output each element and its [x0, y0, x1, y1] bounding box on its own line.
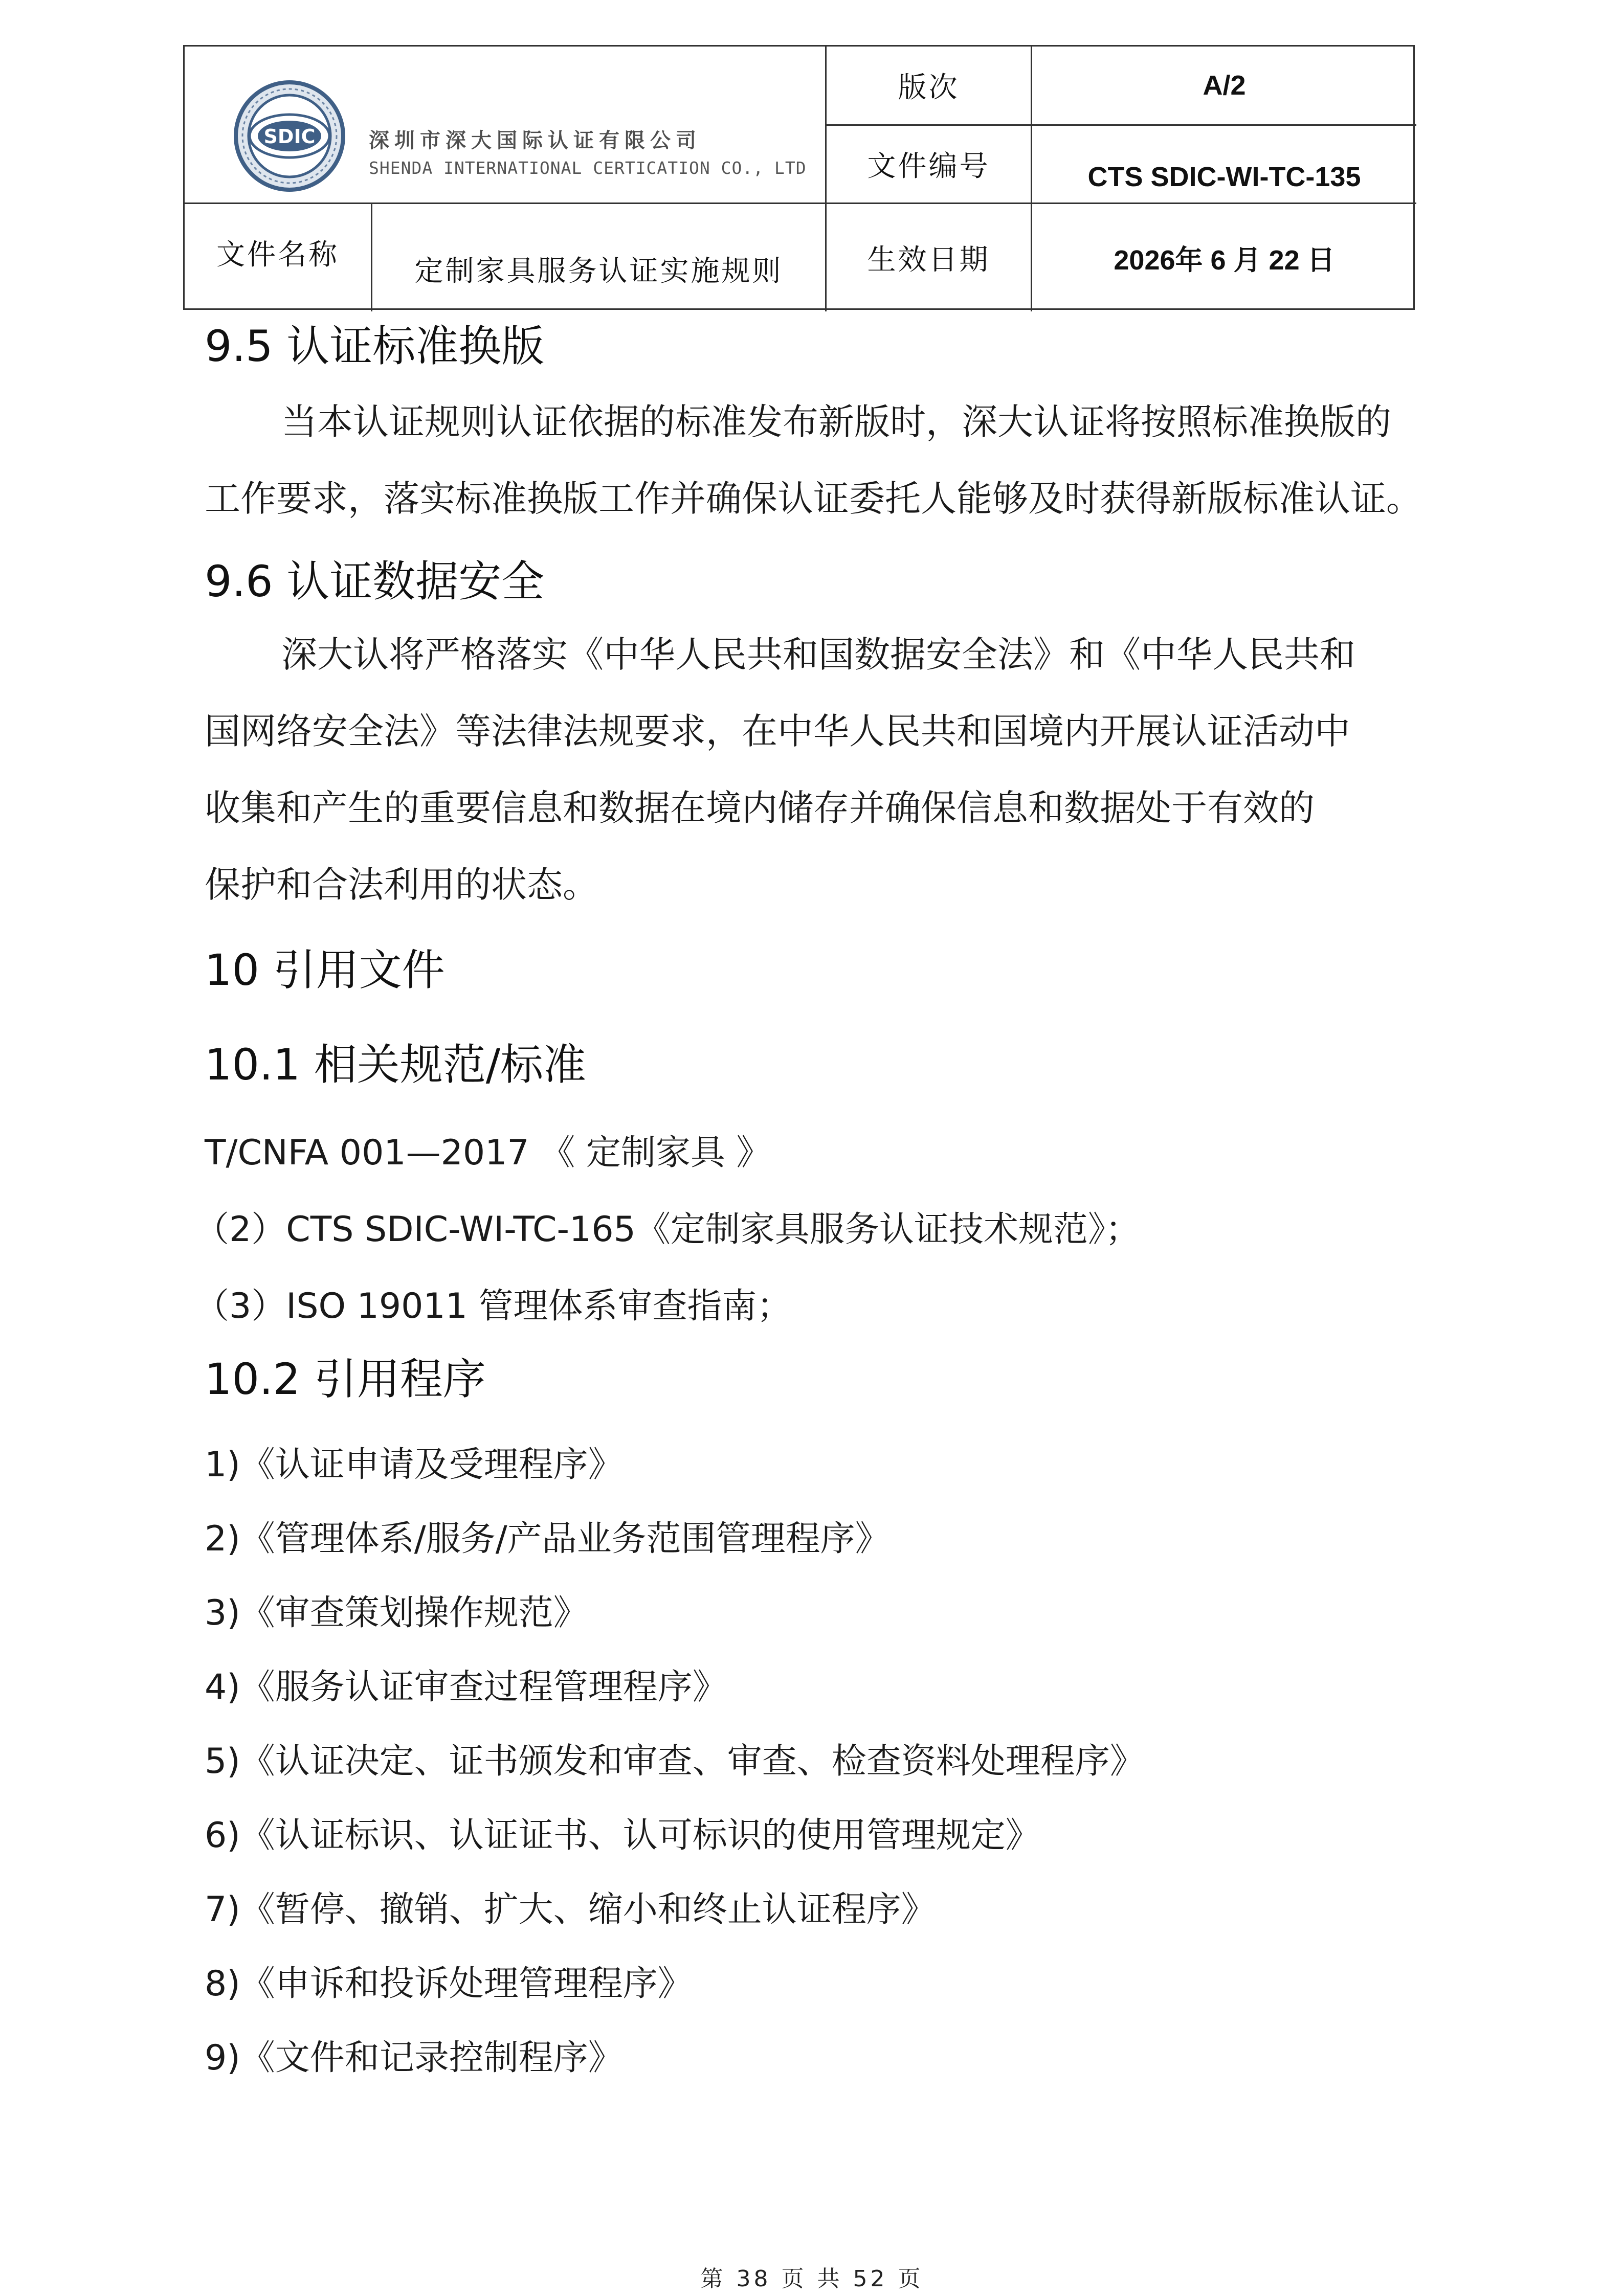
procedure-item: 8)《申诉和投诉处理管理程序》	[205, 1964, 693, 2004]
paragraph-line: 工作要求，落实标准换版工作并确保认证委托人能够及时获得新版标准认证。	[205, 478, 1422, 520]
procedure-item: 5)《认证决定、证书颁发和审查、审查、检查资料处理程序》	[205, 1741, 1145, 1782]
section-9-6-title: 9.6 认证数据安全	[205, 556, 545, 606]
section-10-title: 10 引用文件	[205, 945, 445, 995]
procedure-item: 3)《审查策划操作规范》	[205, 1593, 588, 1633]
procedure-item: 2)《管理体系/服务/产品业务范围管理程序》	[205, 1519, 890, 1559]
document-header-table	[183, 45, 1415, 310]
doc-number-label: 文件编号	[867, 150, 990, 183]
sdic-seal-icon	[231, 77, 348, 195]
section-9-5-title: 9.5 认证标准换版	[205, 321, 545, 371]
section-10-2-title: 10.2 引用程序	[205, 1354, 486, 1404]
procedure-item: 6)《认证标识、认证证书、认可标识的使用管理规定》	[205, 1815, 1040, 1856]
paragraph-line: 收集和产生的重要信息和数据在境内储存并确保信息和数据处于有效的	[205, 787, 1315, 829]
effective-date-label: 生效日期	[867, 243, 990, 277]
company-name-cn: 深圳市深大国际认证有限公司	[369, 129, 701, 152]
version-value: A/2	[1203, 70, 1246, 101]
doc-name-label: 文件名称	[216, 238, 339, 272]
procedure-item: 1)《认证申请及受理程序》	[205, 1445, 623, 1485]
procedure-item: 4)《服务认证审查过程管理程序》	[205, 1667, 727, 1707]
effective-date-value: 2026年 6 月 22 日	[1114, 244, 1335, 276]
section-9-6-body	[205, 616, 1453, 923]
paragraph-line: 深大认将严格落实《中华人民共和国数据安全法》和《中华人民共和	[281, 634, 1355, 676]
section-9-5-body	[205, 384, 1453, 537]
paragraph-line: 保护和合法利用的状态。	[205, 864, 598, 906]
procedure-item: 7)《暂停、撤销、扩大、缩小和终止认证程序》	[205, 1889, 936, 1930]
section-10-1-title: 10.1 相关规范/标准	[205, 1040, 587, 1090]
standard-item: T/CNFA 001—2017 《 定制家具 》	[205, 1133, 771, 1173]
page-number: 第 38 页 共 52 页	[700, 2266, 924, 2292]
doc-name-value: 定制家具服务认证实施规则	[414, 255, 783, 288]
paragraph-line: 当本认证规则认证依据的标准发布新版时，深大认证将按照标准换版的	[281, 401, 1391, 443]
standard-item: （2）CTS SDIC-WI-TC-165《定制家具服务认证技术规范》；	[194, 1209, 1140, 1250]
procedure-item: 9)《文件和记录控制程序》	[205, 2038, 623, 2078]
company-name-en: SHENDA INTERNATIONAL CERTICATION CO., LTD	[369, 158, 807, 178]
svg-text:SDIC: SDIC	[263, 125, 316, 148]
paragraph-line: 国网络安全法》等法律法规要求，在中华人民共和国境内开展认证活动中	[205, 710, 1350, 752]
version-label: 版次	[898, 71, 960, 104]
standard-item: （3）ISO 19011 管理体系审查指南；	[194, 1286, 792, 1326]
doc-number-value: CTS SDIC-WI-TC-135	[1087, 162, 1361, 192]
company-logo	[231, 77, 819, 200]
